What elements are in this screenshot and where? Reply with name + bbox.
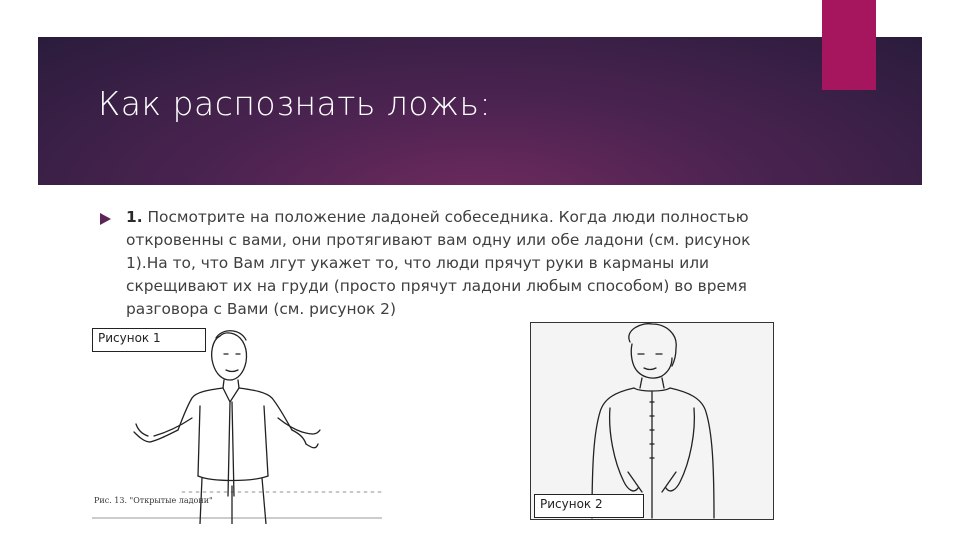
figure2-label: Рисунок 2 xyxy=(534,494,644,518)
figure1-caption: Рис. 13. "Открытые ладони" xyxy=(94,496,213,505)
figure-hidden-hands-image xyxy=(530,322,774,520)
figure1-label: Рисунок 1 xyxy=(92,328,206,352)
bullet-arrow-icon xyxy=(100,213,111,225)
bullet-paragraph xyxy=(126,206,766,321)
bullet-text: Посмотрите на положение ладоней собеседника. Когда люди полностью откровенны с вами, они протягивают вам одну или обе ладони (см. рисунок 1).На то, что Вам лгут укажет то, что люди прячут руки в карманы или скрещивают их на груди (просто прячут ладони любым способом) во время разговора с Вами (см. рисунок 2) xyxy=(126,208,751,318)
accent-bar xyxy=(822,0,876,90)
figure-open-palms-image xyxy=(92,326,388,524)
bullet-number: 1. xyxy=(126,208,143,226)
slide-title: Как распознать ложь: xyxy=(98,84,492,123)
